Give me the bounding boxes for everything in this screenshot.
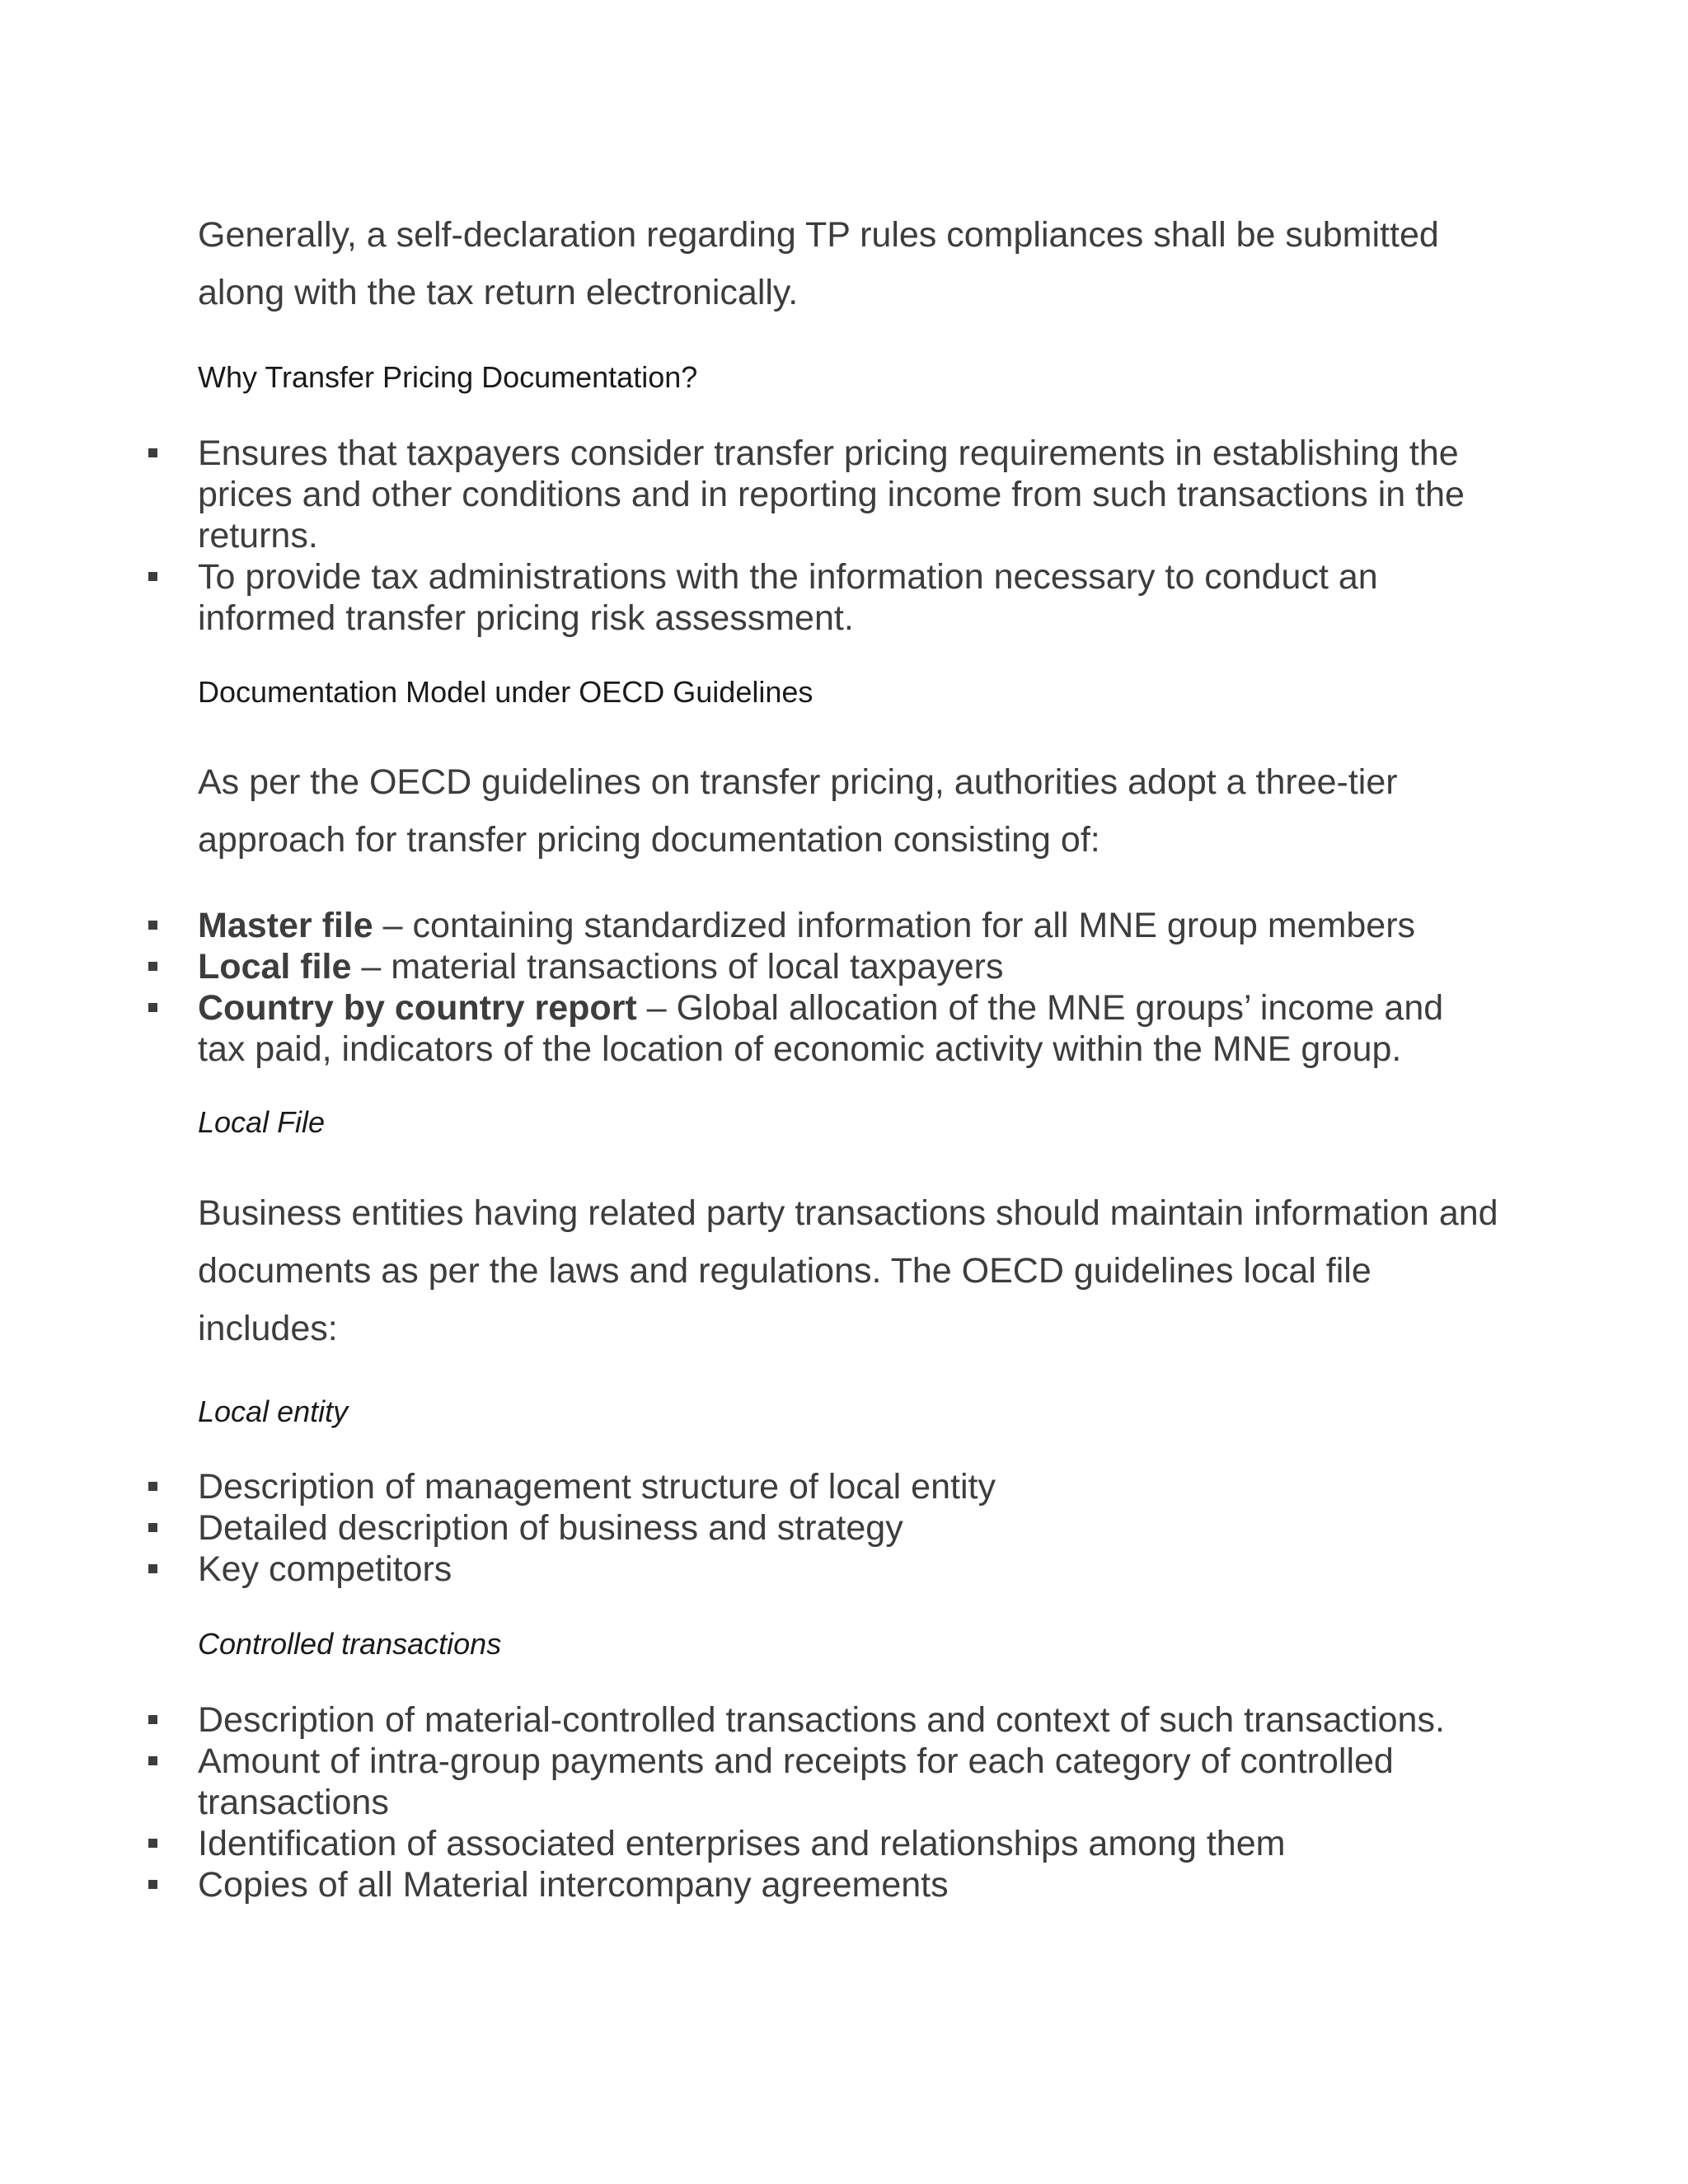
list-item-text: Amount of intra-group payments and receipts for each category of controlled transactions [198, 1741, 1394, 1822]
term-country-by-country-report: Country by country report [198, 988, 637, 1028]
heading-local-file: Local File [198, 1105, 326, 1139]
square-bullet-icon [148, 1756, 157, 1765]
term-master-file: Master file [198, 906, 373, 945]
list-item-cbc-report [198, 987, 1500, 1070]
heading-documentation-model: Documentation Model under OECD Guidelines [198, 675, 814, 709]
list-item [198, 1699, 1500, 1741]
list-item [198, 1741, 1500, 1823]
square-bullet-icon [148, 1839, 157, 1848]
paragraph-local-file-intro: Business entities having related party transactions should maintain information and documents as per the laws and regulations. The OECD guidelines local file includes: [198, 1193, 1498, 1348]
square-bullet-icon [148, 1523, 157, 1532]
list-item-text: Key competitors [198, 1549, 452, 1589]
list-item [198, 1823, 1500, 1864]
heading-local-entity: Local entity [198, 1394, 349, 1428]
square-bullet-icon [148, 1482, 157, 1491]
why-tp-list [198, 433, 1500, 639]
paragraph-tp-self-declaration: Generally, a self-declaration regarding TP rules compliances shall be submitted along with the tax return electronically. [198, 215, 1439, 312]
list-item-text: Identification of associated enterprises and relationships among them [198, 1824, 1286, 1863]
square-bullet-icon [148, 962, 157, 971]
square-bullet-icon [148, 1880, 157, 1889]
square-bullet-icon [148, 1715, 157, 1724]
heading-controlled-transactions: Controlled transactions [198, 1627, 502, 1661]
square-bullet-icon [148, 572, 157, 581]
square-bullet-icon [148, 921, 157, 930]
list-item-text: Ensures that taxpayers consider transfer pricing requirements in establishing the prices and other conditions and in reporting income from such transactions in the returns. [198, 434, 1465, 555]
term-description: – material transactions of local taxpayers [351, 947, 1004, 987]
heading-why-tp-documentation: Why Transfer Pricing Documentation? [198, 360, 698, 394]
list-item-text: Description of material-controlled transactions and context of such transactions. [198, 1700, 1445, 1740]
local-entity-list [198, 1466, 1500, 1590]
square-bullet-icon [148, 1564, 157, 1573]
list-item [198, 433, 1500, 556]
list-item [198, 556, 1500, 639]
list-item [198, 1864, 1500, 1905]
term-local-file: Local file [198, 947, 352, 987]
list-item-local-file [198, 946, 1500, 987]
list-item-text: Copies of all Material intercompany agreements [198, 1865, 949, 1905]
square-bullet-icon [148, 448, 157, 457]
list-item-master-file [198, 905, 1500, 946]
term-description: – containing standardized information for all MNE group members [373, 906, 1416, 945]
list-item [198, 1549, 1500, 1590]
list-item [198, 1507, 1500, 1549]
document-content [198, 206, 1500, 1905]
list-item-text: Detailed description of business and strategy [198, 1508, 903, 1548]
three-tier-list [198, 905, 1500, 1070]
square-bullet-icon [148, 1003, 157, 1012]
list-item [198, 1466, 1500, 1507]
controlled-transactions-list [198, 1699, 1500, 1905]
list-item-text: Description of management structure of local entity [198, 1467, 996, 1507]
term-description: – Global allocation of the MNE groups’ income and tax paid, indicators of the location of economic activity within the MNE group. [198, 988, 1444, 1069]
paragraph-oecd-three-tier: As per the OECD guidelines on transfer pricing, authorities adopt a three-tier approach for transfer pricing documentation consisting of: [198, 762, 1398, 860]
list-item-text: To provide tax administrations with the information necessary to conduct an informed transfer pricing risk assessment. [198, 557, 1378, 638]
